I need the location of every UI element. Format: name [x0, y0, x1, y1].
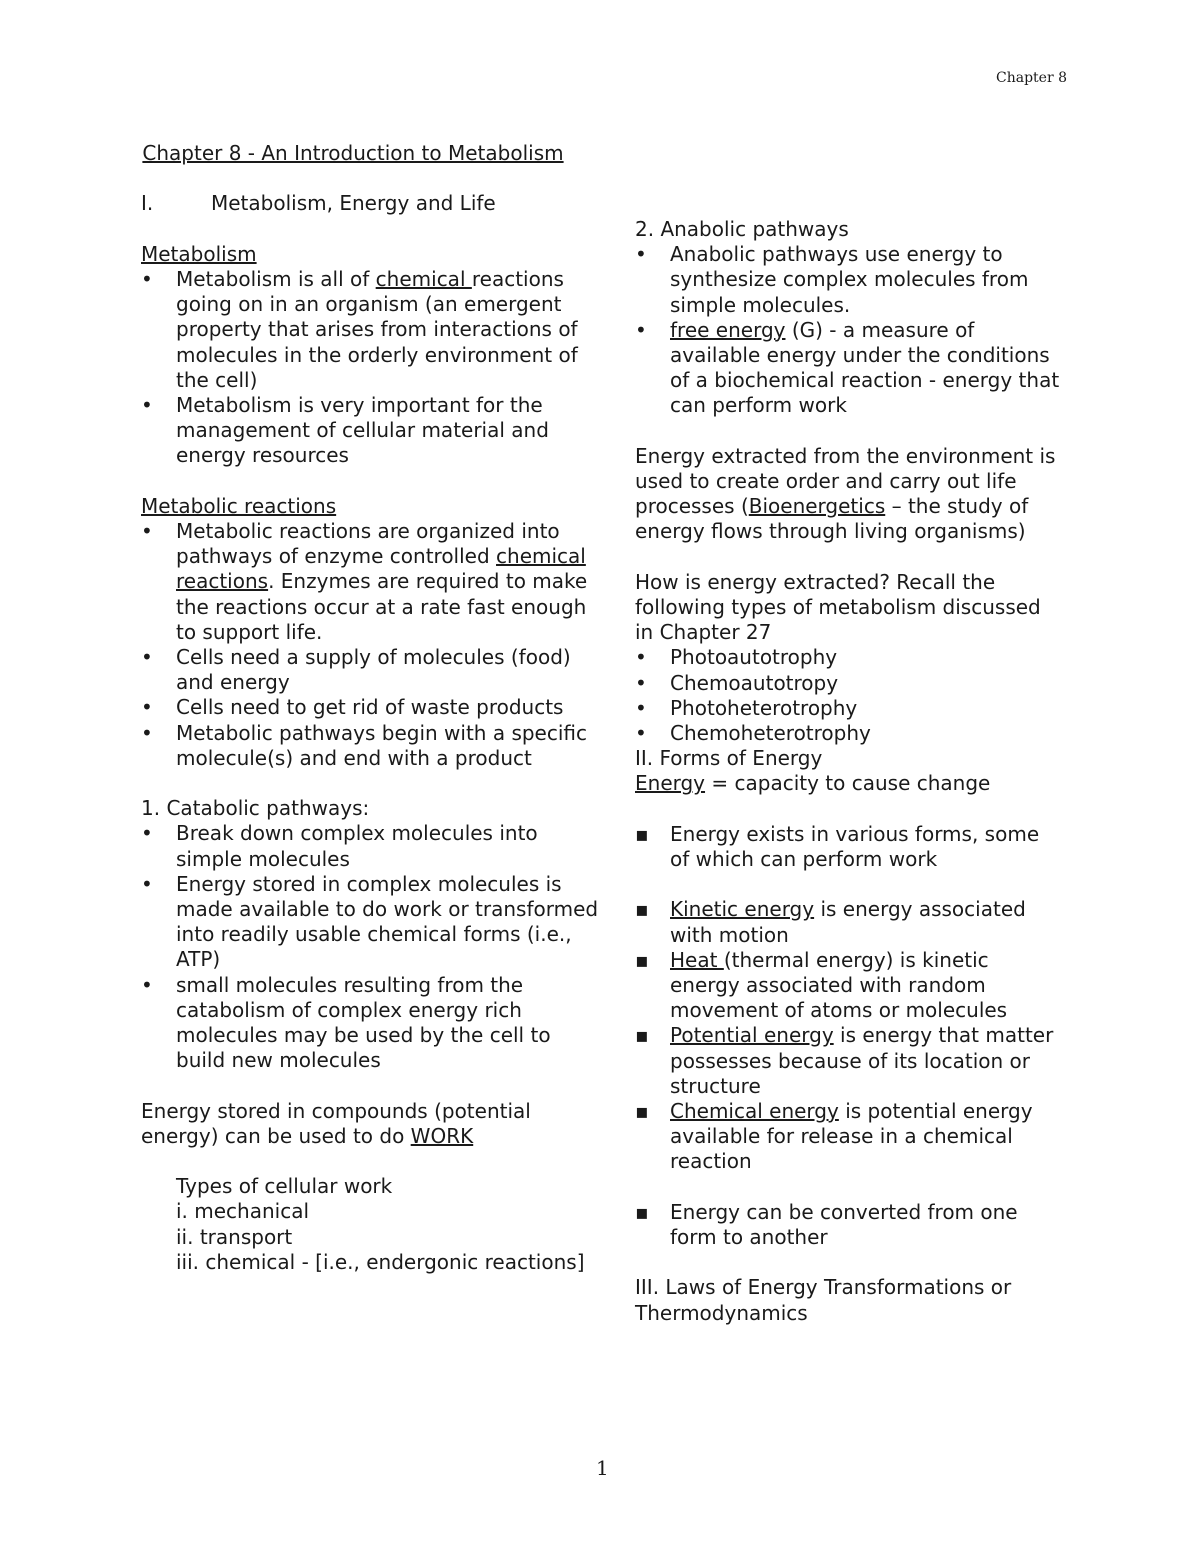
energy-definition: Energy = capacity to cause change	[635, 771, 991, 796]
section-heading-1: I. Metabolism, Energy and Life	[141, 191, 496, 216]
cellular-work-block	[141, 1174, 603, 1275]
types-heading: Types of cellular work	[176, 1174, 393, 1199]
energy-forms-list	[635, 822, 1063, 872]
bullet-icon: ▪	[635, 1099, 649, 1124]
section-heading-2: II. Forms of Energy	[635, 746, 823, 771]
bullet-icon: •	[635, 317, 647, 342]
metabolism-list	[141, 267, 603, 469]
list-item: • Energy stored in complex molecules is made available to do work or transformed into readily usable chemical forms (i.e., ATP)	[141, 871, 599, 972]
bullet-icon: ▪	[635, 1199, 649, 1224]
catabolic-list	[141, 821, 603, 1073]
list-item: • Metabolic reactions are organized into pathways of enzyme controlled chemical reactions. Enzymes are required to make the reactions occur at a rate fast enough to support life.	[141, 519, 588, 644]
bullet-icon: •	[635, 242, 647, 267]
bullet-icon: •	[635, 645, 647, 670]
right-column	[635, 217, 1063, 1326]
list-item: • Metabolism is very important for the management of cellular material and energy resources	[141, 393, 549, 468]
list-item: • Metabolic pathways begin with a specific molecule(s) and end with a product	[141, 720, 588, 770]
list-item: • Cells need a supply of molecules (food) and energy	[141, 645, 571, 695]
bullet-icon: •	[141, 720, 153, 745]
list-item: • small molecules resulting from the catabolism of complex energy rich molecules may be used by the cell to build new molecules	[141, 972, 551, 1073]
bullet-icon: •	[141, 871, 153, 896]
list-item: • Cells need to get rid of waste products	[141, 695, 564, 720]
anabolic-list	[635, 242, 1063, 418]
list-item: • free energy (G) - a measure of available energy under the conditions of a biochemical reaction - energy that can perform work	[635, 317, 1060, 418]
bullet-icon: ▪	[635, 1023, 649, 1048]
list-item: ▪ Kinetic energy is energy associated with motion	[635, 897, 1026, 947]
anabolic-heading: 2. Anabolic pathways	[635, 217, 849, 241]
bullet-icon: ▪	[635, 821, 649, 846]
list-item: ▪ Heat (thermal energy) is kinetic energy associated with random movement of atoms or molecules	[635, 947, 1008, 1023]
bullet-icon: •	[141, 972, 153, 997]
bullet-icon: •	[141, 645, 153, 670]
bullet-icon: •	[635, 695, 647, 720]
bullet-icon: •	[635, 721, 647, 746]
list-item: ▪ Chemical energy is potential energy available for release in a chemical reaction	[635, 1099, 1033, 1174]
conversion-list	[635, 1200, 1063, 1250]
energy-extracted-paragraph: Energy extracted from the environment is used to create order and carry out life processes (Bioenergetics – the study of energy flows through living organisms)	[635, 443, 1056, 544]
work-type-1: i. mechanical	[176, 1199, 310, 1224]
work-paragraph: Energy stored in compounds (potential energy) can be used to do WORK	[141, 1098, 531, 1148]
catabolic-heading: 1. Catabolic pathways:	[141, 796, 370, 821]
bullet-icon: ▪	[635, 947, 649, 972]
bullet-icon: •	[141, 519, 153, 543]
energy-types-list	[635, 897, 1063, 1174]
metabolism-types-list	[635, 645, 1063, 746]
work-type-2: ii. transport	[176, 1224, 293, 1249]
list-item: • Chemoheterotrophy	[635, 721, 871, 746]
left-column	[141, 141, 603, 1275]
list-item: • Photoheterotrophy	[635, 695, 858, 720]
page-number: 1	[596, 1456, 609, 1480]
bullet-icon: •	[635, 670, 647, 695]
list-item: • Photoautotrophy	[635, 645, 838, 670]
list-item: ▪ Energy can be converted from one form to another	[635, 1199, 1018, 1250]
document-title: Chapter 8 - An Introduction to Metabolism	[142, 141, 564, 165]
bullet-icon: •	[141, 266, 153, 291]
how-extracted-paragraph: How is energy extracted? Recall the following types of metabolism discussed in Chapter 27	[635, 569, 1041, 645]
list-item: ▪ Potential energy is energy that matter possesses because of its location or structure	[635, 1023, 1054, 1098]
bullet-icon: •	[141, 695, 153, 720]
reactions-list	[141, 519, 603, 771]
metabolism-heading: Metabolism	[141, 241, 257, 266]
bullet-icon: ▪	[635, 897, 649, 922]
list-item: ▪ Energy exists in various forms, some of which can perform work	[635, 821, 1040, 872]
work-type-3: iii. chemical - [i.e., endergonic reactions]	[176, 1249, 585, 1274]
list-item: • Chemoautotropy	[635, 670, 839, 695]
list-item: • Metabolism is all of chemical reactions going on in an organism (an emergent property that arises from interactions of molecules in the orderly environment of the cell)	[141, 266, 578, 392]
metabolic-reactions-heading: Metabolic reactions	[141, 493, 337, 518]
list-item: • Break down complex molecules into simple molecules	[141, 821, 538, 871]
bullet-icon: •	[141, 821, 153, 846]
bullet-icon: •	[141, 393, 153, 417]
running-header: Chapter 8	[996, 70, 1067, 86]
section-heading-3: III. Laws of Energy Transformations or Thermodynamics	[635, 1275, 1012, 1325]
list-item: • Anabolic pathways use energy to synthesize complex molecules from simple molecules.	[635, 242, 1029, 317]
